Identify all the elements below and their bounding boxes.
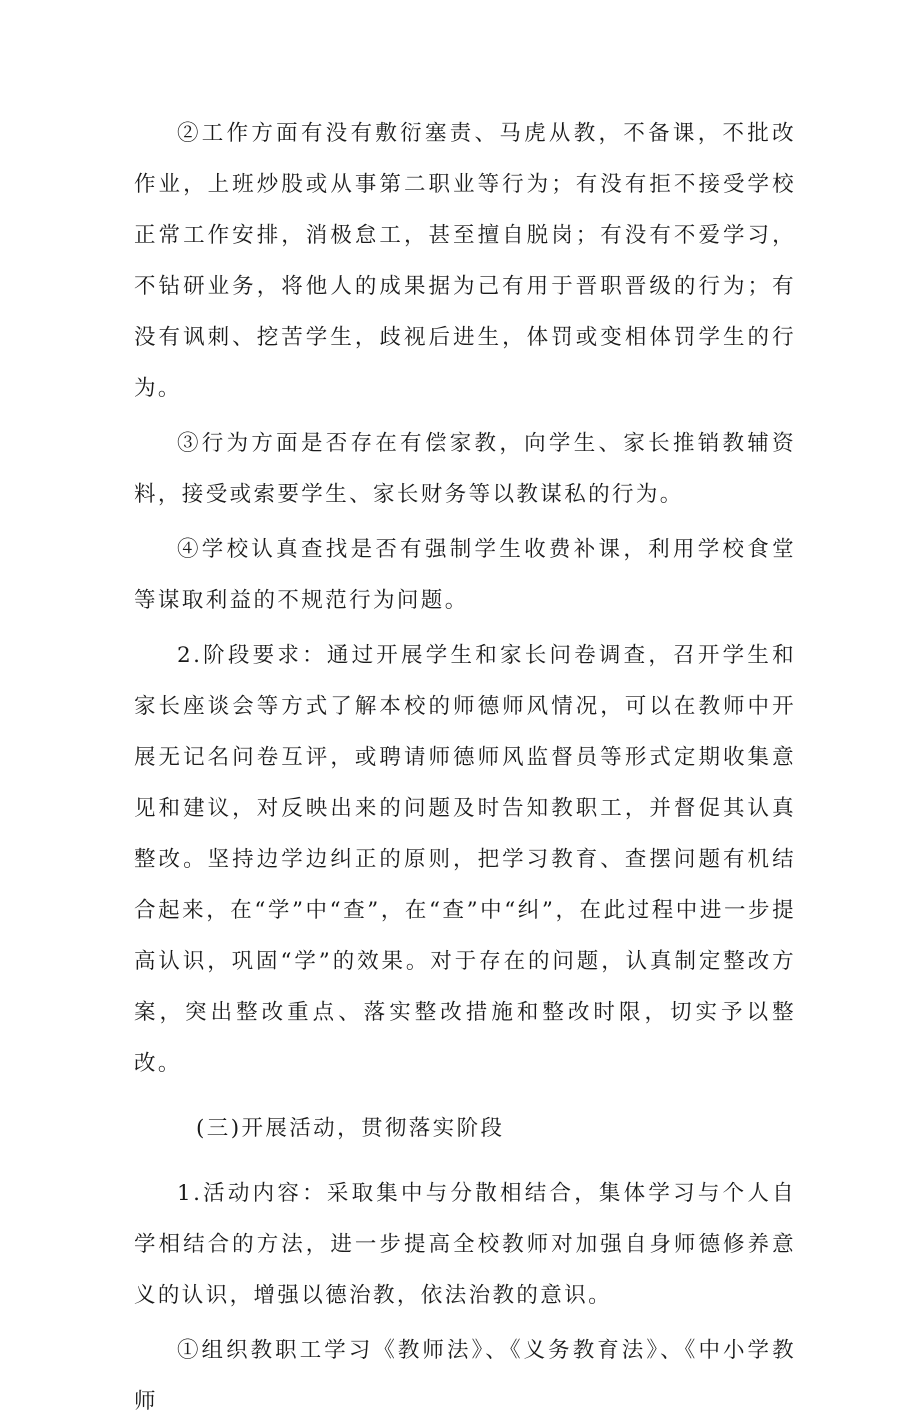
paragraph-work-aspect: ②工作方面有没有敷衍塞责、马虎从教，不备课，不批改作业，上班炒股或从事第二职业等行为；有没有拒不接受学校正常工作安排，消极怠工，甚至擅自脱岗；有没有不爱学习，不钻研业务，将他人的成果据为己有用于晋职晋级的行为；有没有讽刺、挖苦学生，歧视后进生，体罚或变相体罚学生的行为。: [134, 121, 796, 401]
paragraph-stage-requirements: 2.阶段要求：通过开展学生和家长问卷调查，召开学生和家长座谈会等方式了解本校的师德师风情况，可以在教师中开展无记名问卷互评，或聘请师德师风监督员等形式定期收集意见和建议，对反映出来的问题及时告知教职工，并督促其认真整改。坚持边学边纠正的原则，把学习教育、查摆问题有机结合起来，在“学”中“查”，在“查”中“纠”，在此过程中进一步提高认识，巩固“学”的效果。对于存在的问题，认真制定整改方案，突出整改重点、落实整改措施和整改时限，切实予以整改。: [134, 643, 796, 1076]
paragraph-organize-study: ①组织教职工学习《教师法》、《义务教育法》、《中小学教师: [134, 1338, 796, 1414]
document-body: [134, 108, 796, 1427]
section-heading-stage-three: (三)开展活动，贯彻落实阶段: [196, 1116, 505, 1141]
paragraph-school-check: ④学校认真查找是否有强制学生收费补课，利用学校食堂等谋取利益的不规范行为问题。: [134, 537, 796, 613]
paragraph-behavior-aspect: ③行为方面是否存在有偿家教，向学生、家长推销教辅资料，接受或索要学生、家长财务等以教谋私的行为。: [134, 431, 796, 507]
paragraph-activity-content: 1.活动内容：采取集中与分散相结合，集体学习与个人自学相结合的方法，进一步提高全校教师对加强自身师德修养意义的认识，增强以德治教，依法治教的意识。: [134, 1181, 796, 1308]
